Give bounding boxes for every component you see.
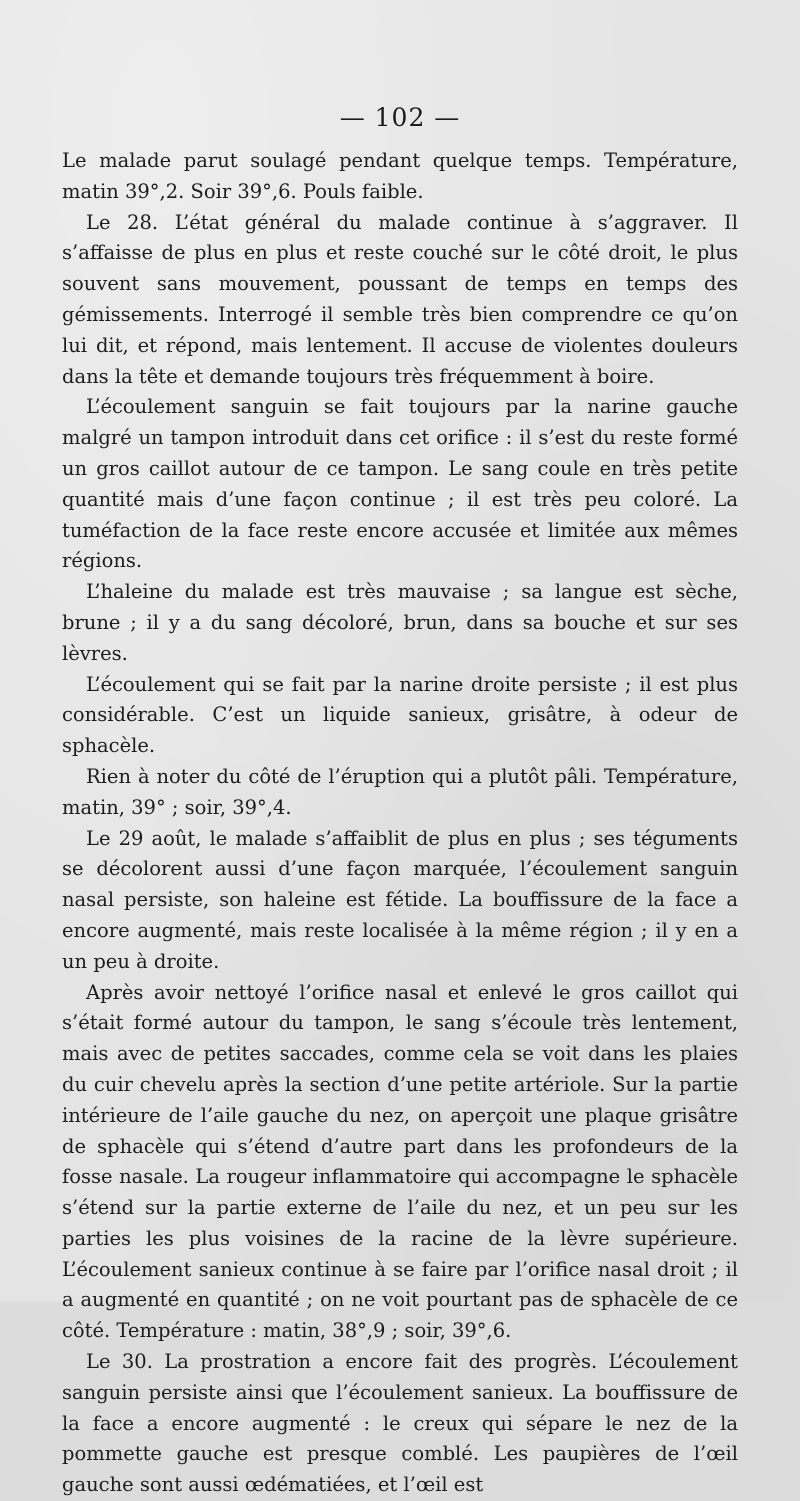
paragraph: Rien à noter du côté de l’éruption qui a plutôt pâli. Température, matin, 39° ; soir, 39°,4. [62,764,738,819]
paragraph: L’écoulement sanguin se fait toujours par la narine gauche malgré un tampon introduit dans cet orifice : il s’est du reste formé un gros caillot autour de ce tampon. Le sang coule en très petite quantité mais d’une façon continue ; il est très peu coloré. La tuméfaction de la face reste encore accusée et limitée aux mêmes régions. [62,395,738,573]
paragraph: Le 28. L’état général du malade continue à s’aggraver. Il s’affaisse de plus en plus et reste couché sur le côté droit, le plus souvent sans mouvement, poussant de temps en temps des gémissements. Interrogé il semble très bien comprendre ce qu’on lui dit, et répond, mais lentement. Il accuse de violentes douleurs dans la tête et demande toujours très fréquemment à boire. [62,210,738,388]
paragraph: Le malade parut soulagé pendant quelque temps. Température, matin 39°,2. Soir 39°,6. Pouls faible. [62,149,738,203]
paragraph: Le 30. La prostration a encore fait des progrès. L’écoulement sanguin persiste ainsi que l’écoulement sanieux. La bouffissure de la face a encore augmenté : le creux qui sépare le nez de la pommette gauche est presque comblé. Les paupières de l’œil gauche sont aussi œdématiées, et l’œil est [62,1350,738,1497]
paragraph: Après avoir nettoyé l’orifice nasal et enlevé le gros caillot qui s’était formé autour du tampon, le sang s’écoule très lentement, mais avec de petites saccades, comme cela se voit dans les plaies du cuir chevelu après la section d’une petite artériole. Sur la partie intérieure de l’aile gauche du nez, on aperçoit une plaque grisâtre de sphacèle qui s’étend d’autre part dans les profondeurs de la fosse nasale. La rougeur inflammatoire qui accompagne le sphacèle s’étend sur la partie externe de l’aile du nez, et un peu sur les parties les plus voisines de la racine de la lèvre supérieure. L’écoulement sanieux continue à se faire par l’orifice nasal droit ; il a augmenté en quantité ; on ne voit pourtant pas de sphacèle de ce côté. Température : matin, 38°,9 ; soir, 39°,6. [62,980,738,1343]
paragraph: Le 29 août, le malade s’affaiblit de plus en plus ; ses téguments se décolorent aussi d’une façon marquée, l’écoulement sanguin nasal persiste, son haleine est fétide. La bouffissure de la face a encore augmenté, mais reste localisée à la même région ; il y en a un peu à droite. [62,826,738,973]
page-number: — 102 — [339,103,461,132]
paragraph: L’écoulement qui se fait par la narine droite persiste ; il est plus considérable. C’est un liquide sanieux, grisâtre, à odeur de sphacèle. [62,672,738,758]
body-text [62,146,738,1501]
paragraph: L’haleine du malade est très mauvaise ; sa langue est sèche, brune ; il y a du sang décoloré, brun, dans sa bouche et sur ses lèvres. [62,580,738,665]
